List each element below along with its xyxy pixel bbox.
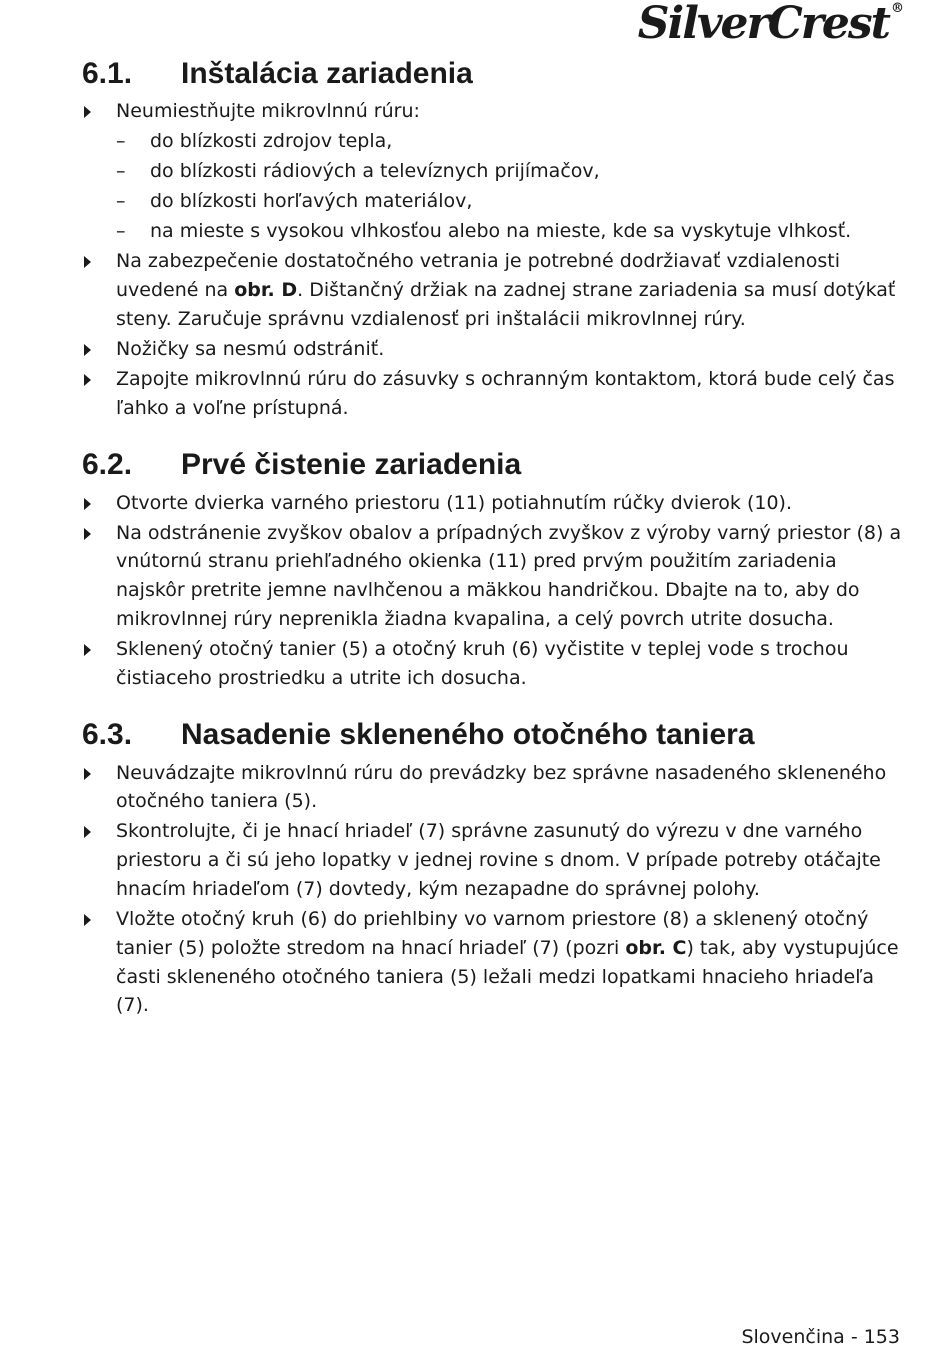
brand-logo-text: SilverCrest bbox=[637, 0, 889, 49]
instruction-list bbox=[82, 489, 904, 693]
dash-bullet-icon: – bbox=[116, 219, 126, 242]
triangle-bullet-icon bbox=[84, 826, 91, 838]
section-heading bbox=[82, 52, 904, 96]
registered-mark: ® bbox=[891, 1, 904, 16]
section-turntable bbox=[82, 713, 904, 1020]
section-title: Nasadenie skleneného otočného taniera bbox=[181, 718, 755, 752]
triangle-bullet-icon bbox=[84, 374, 91, 386]
sub-item-text: do blízkosti horľavých materiálov, bbox=[150, 189, 473, 212]
dash-bullet-icon: – bbox=[116, 159, 126, 182]
sub-item-text: do blízkosti zdrojov tepla, bbox=[150, 129, 393, 152]
triangle-bullet-icon bbox=[84, 256, 91, 268]
instruction-list bbox=[82, 759, 904, 1021]
triangle-bullet-icon bbox=[84, 528, 91, 540]
list-item bbox=[82, 489, 904, 518]
triangle-bullet-icon bbox=[84, 106, 91, 118]
section-heading bbox=[82, 713, 904, 757]
item-text: Zapojte mikrovlnnú rúru do zásuvky s ochranným kontaktom, ktorá bude celý čas ľahko a voľne prístupná. bbox=[116, 367, 895, 419]
item-text: Na odstránenie zvyškov obalov a prípadných zvyškov z výroby varný priestor (8) a vnútornú stranu priehľadného okienka (11) pred prvým použitím zariadenia najskôr pretrite jemne navlhčenou a mäkkou handričkou. Dbajte na to, aby do mikrovlnnej rúry neprenikla žiadna kvapalina, a celý povrch utrite dosucha. bbox=[116, 521, 902, 630]
triangle-bullet-icon bbox=[84, 768, 91, 780]
sub-list-item bbox=[116, 126, 904, 156]
item-text: Neuvádzajte mikrovlnnú rúru do prevádzky bez správne nasadeného skleneného otočného taniera (5). bbox=[116, 761, 887, 813]
item-text: Sklenený otočný tanier (5) a otočný kruh (6) vyčistite v teplej vode s trochou čistiaceho prostriedku a utrite ich dosucha. bbox=[116, 637, 849, 689]
section-number: 6.1. bbox=[82, 57, 133, 90]
section-number: 6.3. bbox=[82, 718, 133, 752]
list-item bbox=[82, 635, 904, 693]
figure-reference: obr. D bbox=[234, 278, 298, 301]
sub-item-text: do blízkosti rádiových a televíznych prijímačov, bbox=[150, 159, 600, 182]
list-item bbox=[82, 759, 904, 817]
list-item bbox=[82, 247, 904, 333]
triangle-bullet-icon bbox=[84, 498, 91, 510]
item-text-after: ) tak, aby vystupujúce časti skleneného otočného taniera (5) ležali medzi lopatkami hnacieho hriadeľa (7). bbox=[116, 936, 899, 1017]
section-heading bbox=[82, 443, 904, 487]
page-footer: Slovenčina - 153 bbox=[741, 1326, 900, 1348]
dash-bullet-icon: – bbox=[116, 189, 126, 212]
item-text: Nožičky sa nesmú odstrániť. bbox=[116, 337, 385, 360]
section-title: Prvé čistenie zariadenia bbox=[181, 448, 522, 482]
instruction-list bbox=[82, 97, 904, 422]
item-text: Neumiestňujte mikrovlnnú rúru: bbox=[116, 100, 420, 123]
section-number: 6.2. bbox=[82, 448, 133, 482]
sub-list-item bbox=[116, 186, 904, 216]
item-text: Otvorte dvierka varného priestoru (11) potiahnutím rúčky dvierok (10). bbox=[116, 491, 792, 514]
sub-list-item bbox=[116, 216, 904, 246]
sub-list-item bbox=[116, 156, 904, 186]
section-title: Inštalácia zariadenia bbox=[181, 57, 473, 90]
item-text-before: Vložte otočný kruh (6) do priehlbiny vo varnom priestore (8) a sklenený otočný tanier (5) položte stredom na hnací hriadeľ (7) (pozri bbox=[116, 908, 869, 959]
list-item bbox=[82, 365, 904, 423]
list-item bbox=[82, 519, 904, 634]
triangle-bullet-icon bbox=[84, 644, 91, 656]
item-text-before: Na zabezpečenie dostatočného vetrania je potrebné dodržiavať vzdialenosti uvedené na bbox=[116, 250, 840, 301]
sub-list bbox=[116, 126, 904, 246]
section-installation bbox=[82, 52, 904, 422]
brand-logo bbox=[637, 0, 904, 49]
list-item bbox=[82, 335, 904, 364]
dash-bullet-icon: – bbox=[116, 129, 126, 152]
list-item bbox=[82, 97, 904, 246]
item-text: Skontrolujte, či je hnací hriadeľ (7) správne zasunutý do výrezu v dne varného priestoru a či sú jeho lopatky v jednej rovine s dnom. V prípade potreby otáčajte hnacím hriadeľom (7) dovtedy, kým nezapadne do správnej polohy. bbox=[116, 820, 881, 901]
triangle-bullet-icon bbox=[84, 914, 91, 926]
figure-reference: obr. C bbox=[625, 936, 687, 959]
list-item bbox=[82, 817, 904, 903]
item-text-after: . Dištančný držiak na zadnej strane zariadenia sa musí dotýkať steny. Zaručuje správnu vzdialenosť pri inštalácii mikrovlnnej rúry. bbox=[116, 278, 896, 330]
list-item bbox=[82, 905, 904, 1020]
sub-item-text: na mieste s vysokou vlhkosťou alebo na mieste, kde sa vyskytuje vlhkosť. bbox=[150, 219, 852, 242]
section-first-cleaning bbox=[82, 443, 904, 692]
page-content bbox=[82, 52, 904, 1020]
triangle-bullet-icon bbox=[84, 344, 91, 356]
